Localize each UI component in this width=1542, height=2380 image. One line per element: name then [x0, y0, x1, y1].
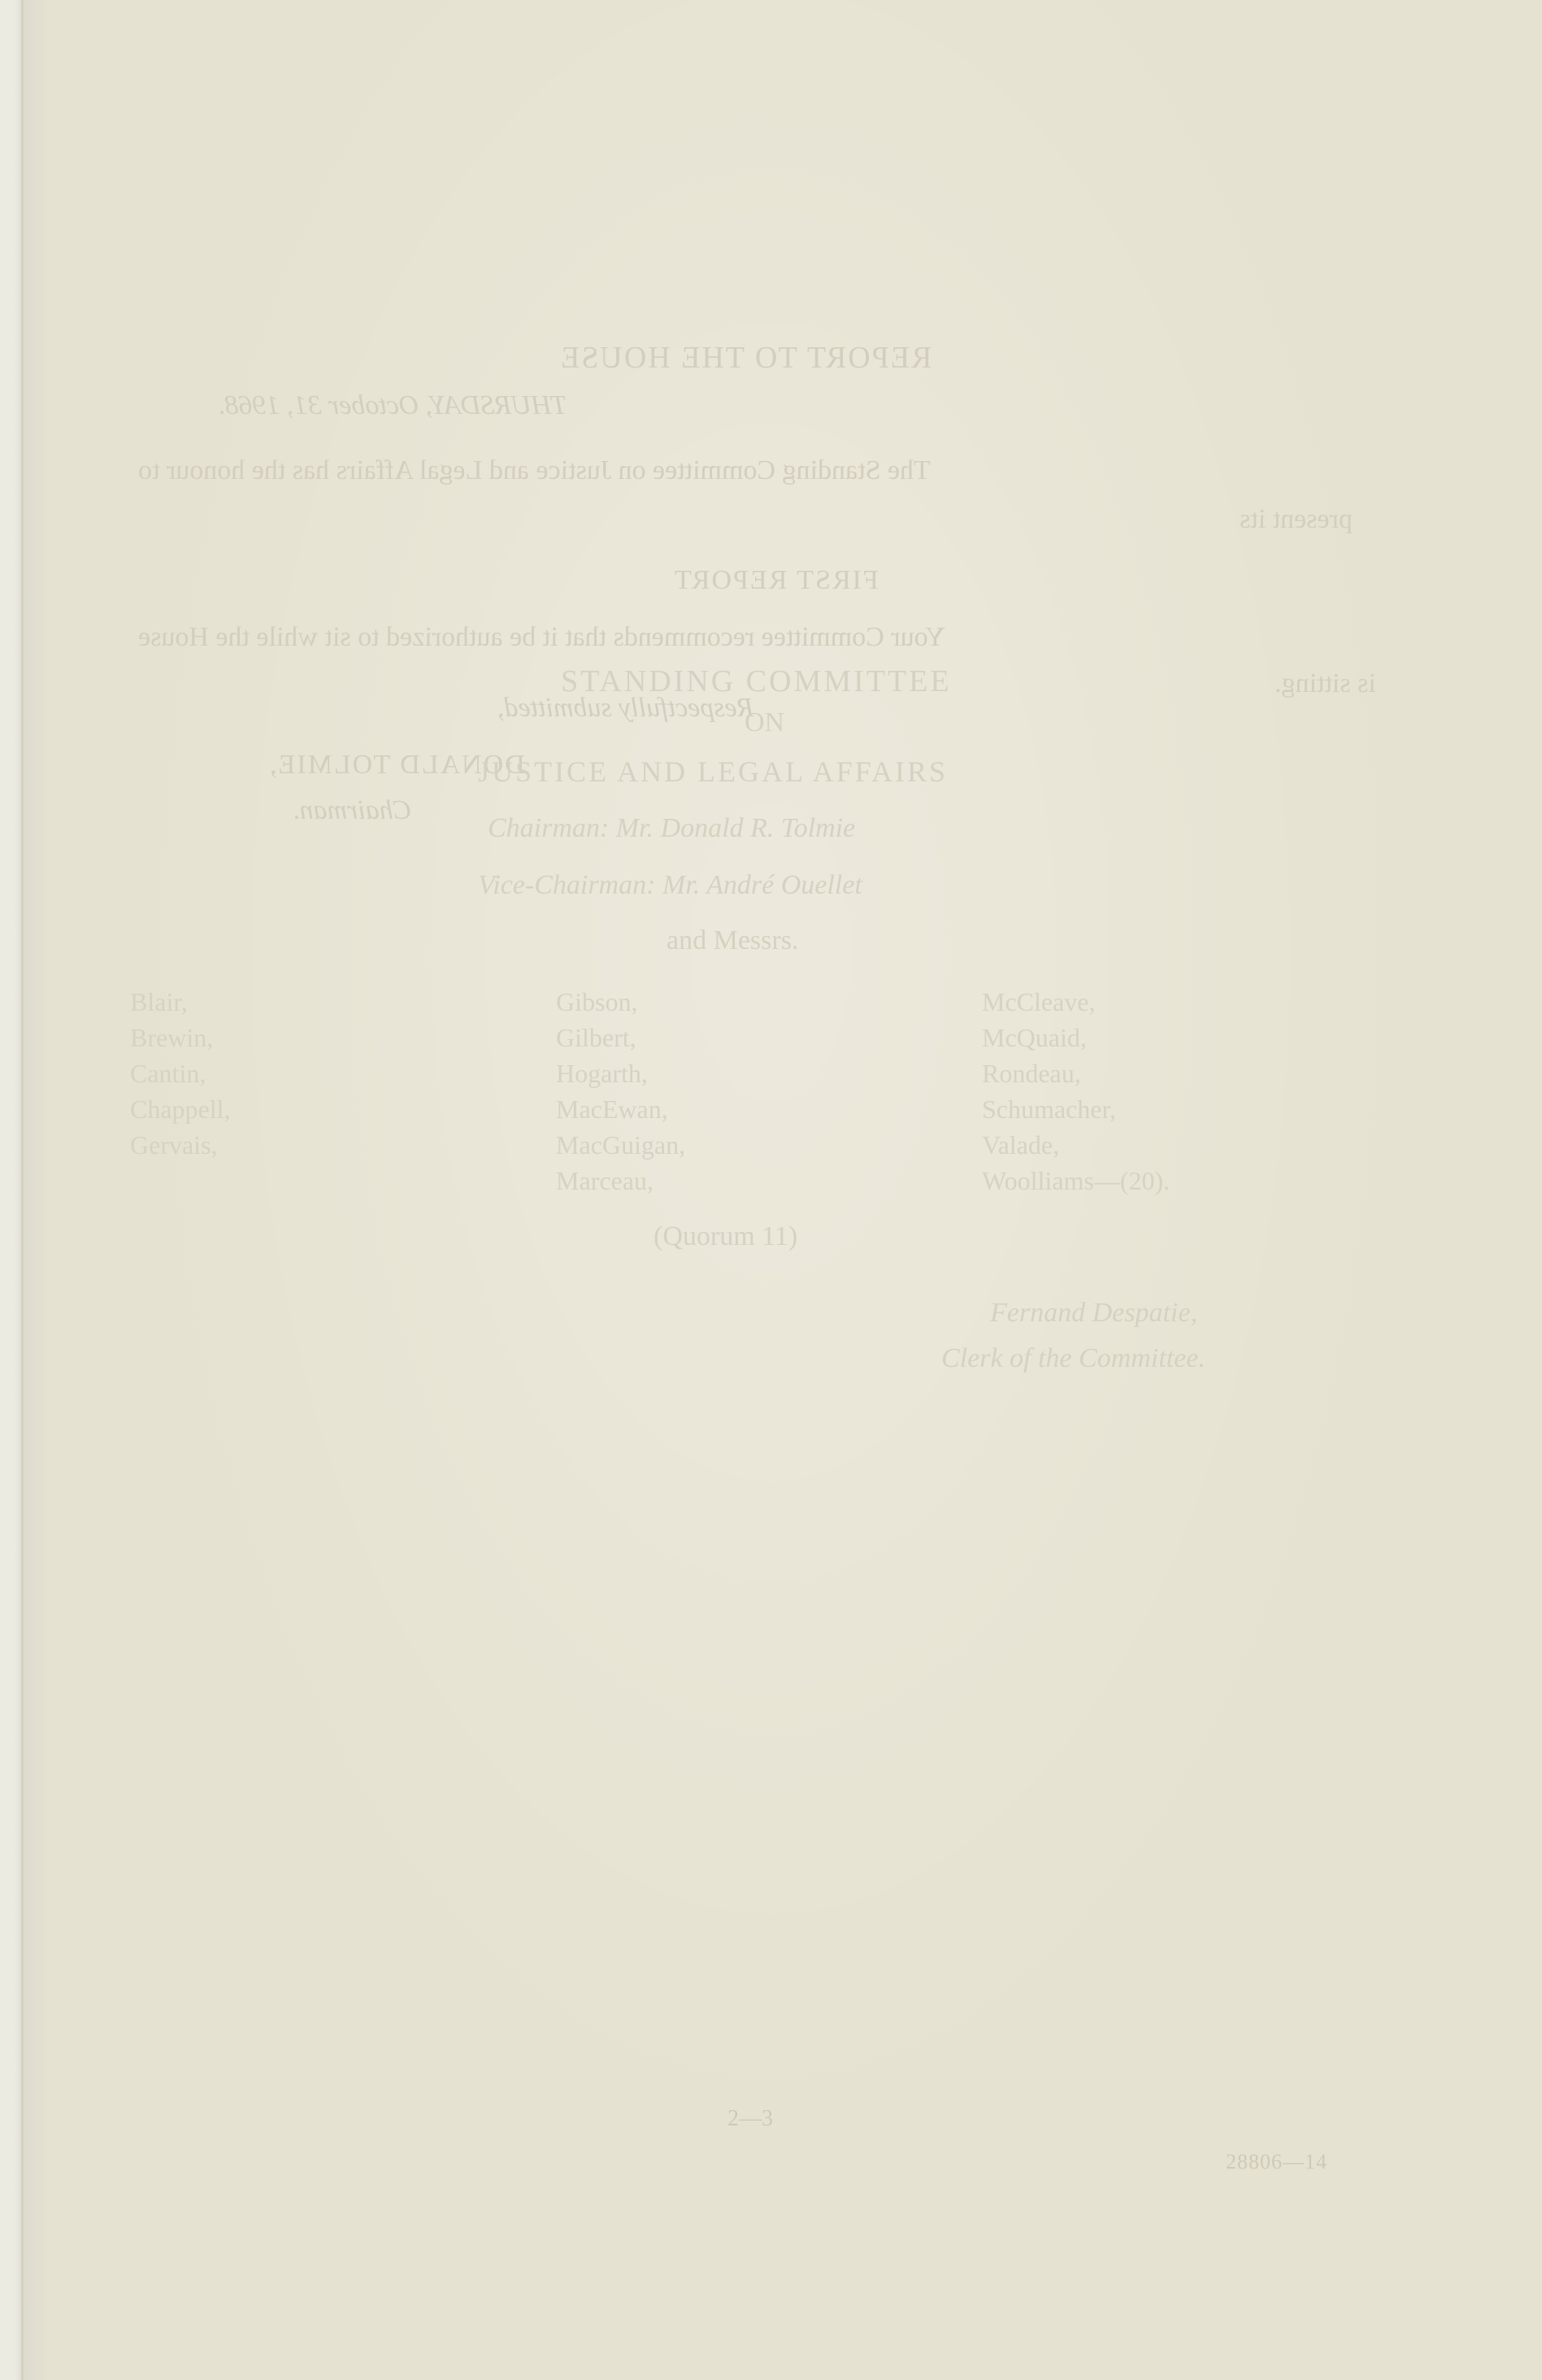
member-name: Schumacher, [982, 1094, 1116, 1124]
show-through-para1-line1: The Standing Committee on Justice and Legal Affairs has the honour to [138, 455, 931, 485]
show-through-signer-title: Chairman. [293, 795, 412, 825]
committee-subject: JUSTICE AND LEGAL AFFAIRS [478, 755, 949, 788]
show-through-para1-line2: present its [1240, 504, 1353, 534]
member-name: MacGuigan, [556, 1130, 686, 1160]
show-through-signer: DONALD TOLMIE, [268, 750, 525, 780]
committee-chairman: Chairman: Mr. Donald R. Tolmie [488, 813, 856, 843]
show-through-para2-line2: is sitting. [1275, 668, 1376, 698]
clerk-title: Clerk of the Committee. [941, 1343, 1205, 1373]
show-through-first-report: FIRST REPORT [673, 565, 879, 595]
member-name: McCleave, [982, 987, 1096, 1016]
member-name: Gilbert, [556, 1023, 636, 1052]
member-name: Cantin, [130, 1059, 206, 1088]
member-name: McQuaid, [982, 1023, 1087, 1052]
members-column-1 [130, 984, 231, 1163]
member-name: Gibson, [556, 987, 638, 1016]
committee-title: STANDING COMMITTEE [561, 664, 952, 698]
member-name: Woolliams—(20). [982, 1166, 1171, 1195]
committee-vice-chairman: Vice-Chairman: Mr. André Ouellet [478, 870, 862, 900]
member-name: Chappell, [130, 1094, 231, 1124]
members-column-3 [982, 984, 1170, 1199]
show-through-date-line: THURSDAY, October 31, 1968. [218, 390, 567, 420]
show-through-respectfully: Respectfully submitted, [497, 693, 754, 723]
member-name: Gervais, [130, 1130, 218, 1160]
member-name: MacEwan, [556, 1094, 668, 1124]
member-name: Brewin, [130, 1023, 214, 1052]
quorum: (Quorum 11) [654, 1221, 798, 1251]
member-name: Blair, [130, 987, 188, 1016]
show-through-para2-line1: Your Committee recommends that it be authorized to sit while the House [138, 622, 945, 652]
committee-on: ON [745, 707, 785, 737]
member-name: Hogarth, [556, 1059, 648, 1088]
print-serial: 28806—14 [1226, 2150, 1327, 2173]
members-column-2 [556, 984, 685, 1199]
page-edge-shadow [21, 0, 24, 2380]
member-name: Valade, [982, 1130, 1060, 1160]
clerk-name: Fernand Despatie, [990, 1298, 1197, 1328]
member-name: Marceau, [556, 1166, 654, 1195]
show-through-report-heading: REPORT TO THE HOUSE [559, 341, 932, 375]
committee-and-messrs: and Messrs. [667, 925, 799, 955]
page-number: 2—3 [728, 2106, 773, 2131]
member-name: Rondeau, [982, 1059, 1081, 1088]
